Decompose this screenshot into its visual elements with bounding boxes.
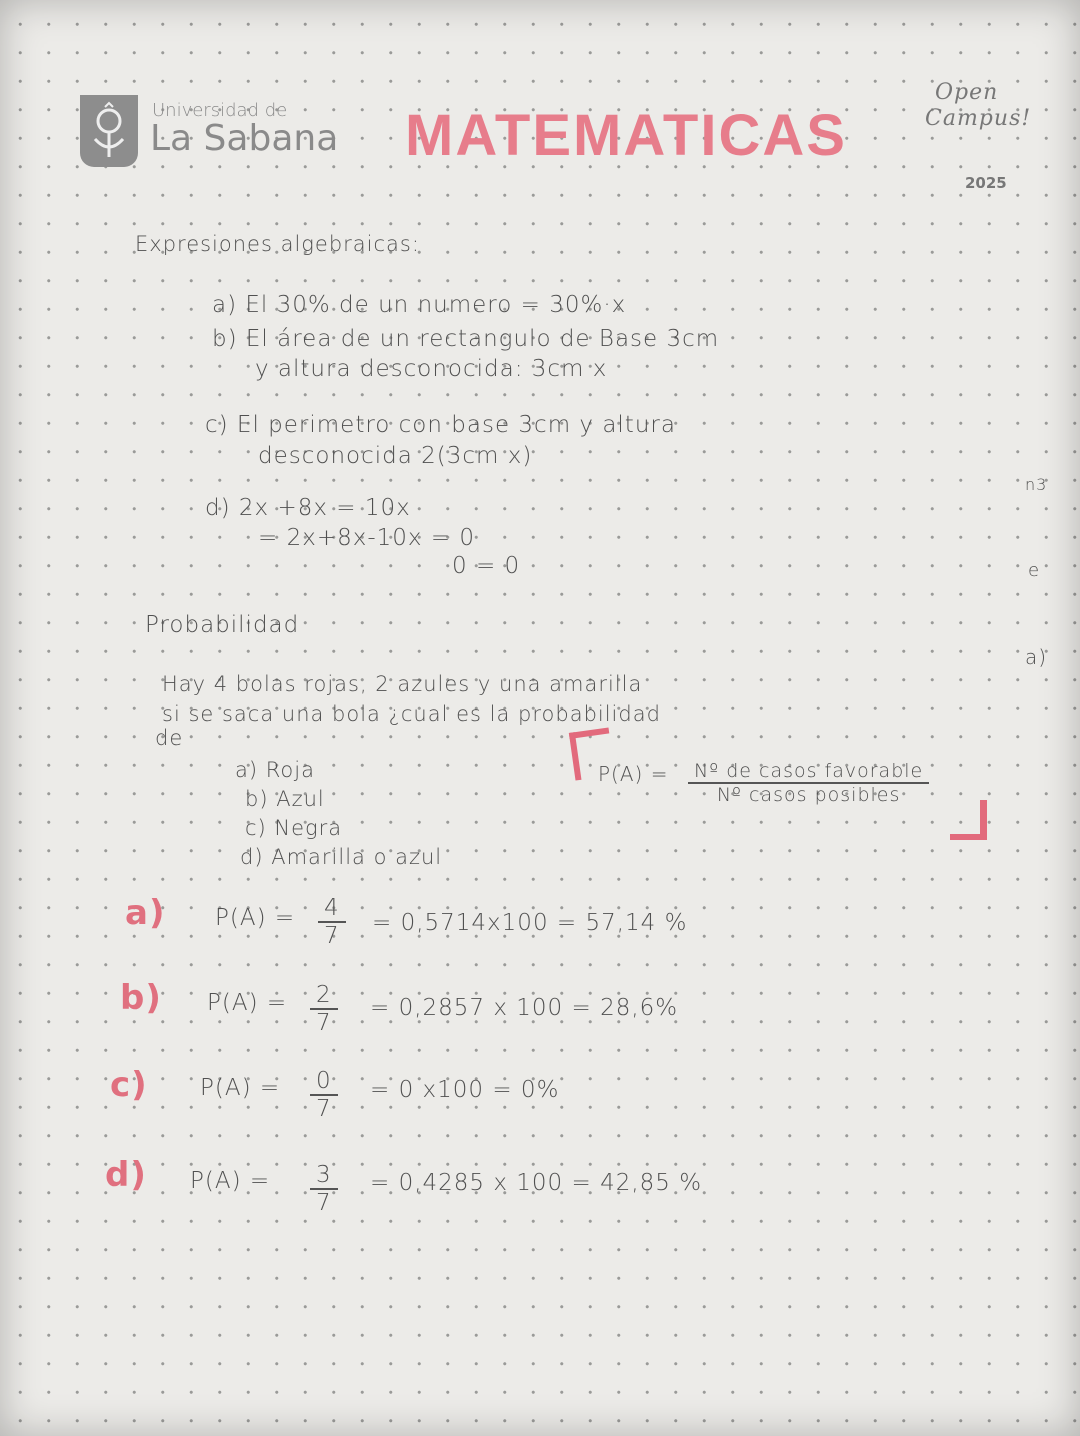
answer-lhs: P(A) = [215,905,296,931]
margin-note-3: a) [1025,645,1048,669]
algebra-item-c-line1: c) El perimetro con base 3cm y altura [205,412,676,438]
answer-result: = 0,5714x100 = 57,14 % [372,910,688,936]
logo-line2: La Sabana [150,118,339,159]
algebra-item-c-line2: desconocida 2(3cm x) [258,443,533,469]
answer-result: = 0,4285 x 100 = 42,85 % [370,1170,703,1196]
answer-label: c) [110,1065,148,1105]
algebra-item-d-line2: = 2x+8x-10x = 0 [258,525,476,551]
numerator: 4 [318,895,346,923]
badge-line2: Campus! [925,106,1032,131]
formula-denominator: Nº casos posibles [716,784,901,806]
year-label: 2025 [965,174,1007,192]
answer-lhs: P(A) = [207,990,288,1016]
problem-line1: Hay 4 bolas rojas, 2 azules y una amarilla [162,672,643,696]
numerator: 0 [310,1068,338,1096]
red-bracket-bottom [950,800,987,840]
denominator: 7 [324,923,340,949]
answer-lhs: P(A) = [190,1168,271,1194]
numerator: 3 [310,1162,338,1190]
answer-result: = 0,2857 x 100 = 28,6% [370,995,679,1021]
algebra-item-a: a) El 30% de un numero = 30%·x [212,292,627,318]
option-a: a) Roja [235,758,315,782]
margin-note-2: e [1028,560,1041,581]
answer-lhs: P(A) = [200,1075,281,1101]
option-d: d) Amarilla o azul [240,845,443,869]
answer-fraction [310,1068,338,1122]
algebra-item-d-line3: 0 = 0 [452,553,521,579]
problem-line2: si se saca una bola ¿cual es la probabilidad [162,702,661,726]
algebra-item-d-line1: d) 2x +8x = 10x [205,495,411,521]
answer-fraction [310,982,338,1036]
algebra-heading: Expresiones algebraicas: [135,232,420,256]
answer-label: b) [120,978,162,1018]
answer-result: = 0 x100 = 0% [370,1077,560,1103]
formula-lhs: P(A) = [598,762,669,786]
answer-fraction [318,895,346,949]
formula-numerator: Nº de casos favorable [688,760,929,784]
margin-note-1: n3 [1025,475,1048,494]
denominator: 7 [316,1190,332,1216]
denominator: 7 [316,1096,332,1122]
page-title: MATEMATICAS [405,103,847,168]
algebra-item-b-line1: b) El área de un rectangulo de Base 3cm [212,326,720,352]
problem-line3: de [155,726,184,750]
formula-fraction [688,760,929,806]
university-logo-icon [80,95,138,167]
answer-label: a) [125,893,166,933]
badge-line1: Open [935,80,999,105]
answer-fraction [310,1162,338,1216]
option-c: c) Negra [245,816,343,840]
probability-heading: Probabilidad [145,612,300,638]
algebra-item-b-line2: y altura desconocida: 3cm x [255,356,608,382]
denominator: 7 [316,1010,332,1036]
numerator: 2 [310,982,338,1010]
answer-label: d) [105,1155,147,1195]
option-b: b) Azul [245,787,325,811]
logo-line1: Universidad de [152,100,288,121]
